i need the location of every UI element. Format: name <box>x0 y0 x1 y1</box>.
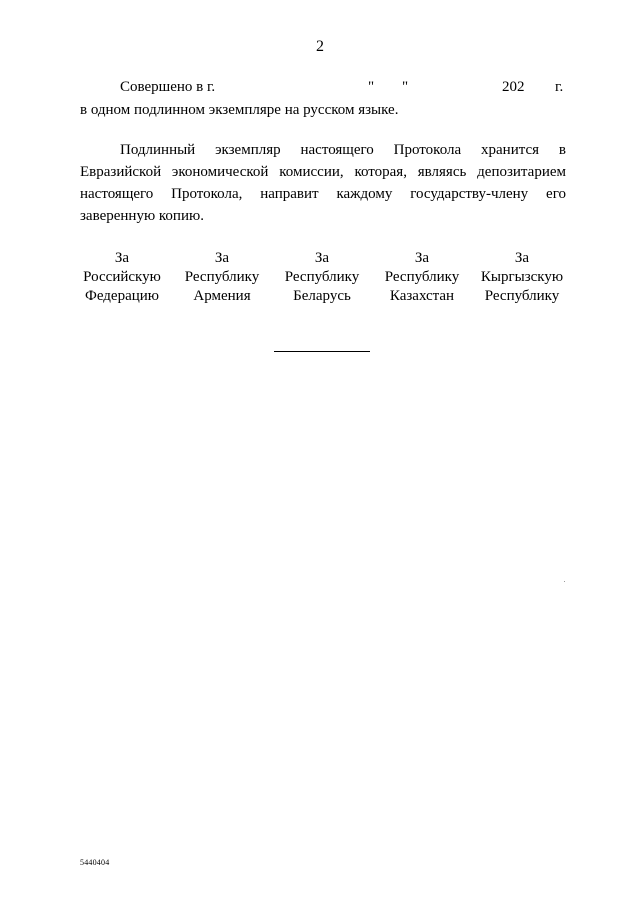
signature-line1: Кыргызскую <box>480 269 564 285</box>
date-quote-close: " <box>402 79 409 95</box>
done-line <box>80 79 566 99</box>
signature-kazakhstan <box>372 249 472 306</box>
depositary-paragraph: Подлинный экземпляр настоящего Протокола хранится в Евразийской экономической комиссии, которая, являясь депозитарием настоящего Протокола, направит каждому государству-члену его заверенную копию. <box>80 142 566 224</box>
page-number: 2 <box>316 38 324 55</box>
scan-speck <box>564 581 565 582</box>
language-statement: в одном подлинном экземпляре на русском языке. <box>80 102 399 118</box>
document-code: 5440404 <box>80 858 110 867</box>
signature-prefix: За <box>314 250 330 266</box>
signature-line2: Армения <box>193 288 251 304</box>
signature-belarus <box>272 249 372 306</box>
signature-line1: Республику <box>184 269 260 285</box>
year-suffix: г. <box>555 79 564 95</box>
signature-prefix: За <box>114 250 130 266</box>
done-text: Совершено в г. <box>120 79 216 95</box>
signature-line2: Федерацию <box>84 288 160 304</box>
signature-prefix: За <box>214 250 230 266</box>
closing-divider <box>274 351 370 352</box>
signature-kyrgyzstan <box>472 249 572 306</box>
signature-line1: Республику <box>284 269 360 285</box>
signature-line2: Казахстан <box>389 288 455 304</box>
year-prefix: 202 <box>502 79 525 95</box>
signature-armenia <box>172 249 272 306</box>
signature-line2: Беларусь <box>293 288 351 304</box>
signature-line1: Российскую <box>83 269 161 285</box>
signature-russia <box>72 249 172 306</box>
signature-prefix: За <box>514 250 530 266</box>
date-quote-open: " <box>368 79 375 95</box>
signature-blocks <box>72 249 572 306</box>
signature-line1: Республику <box>384 269 460 285</box>
signature-line2: Республику <box>484 288 560 304</box>
signature-prefix: За <box>414 250 430 266</box>
